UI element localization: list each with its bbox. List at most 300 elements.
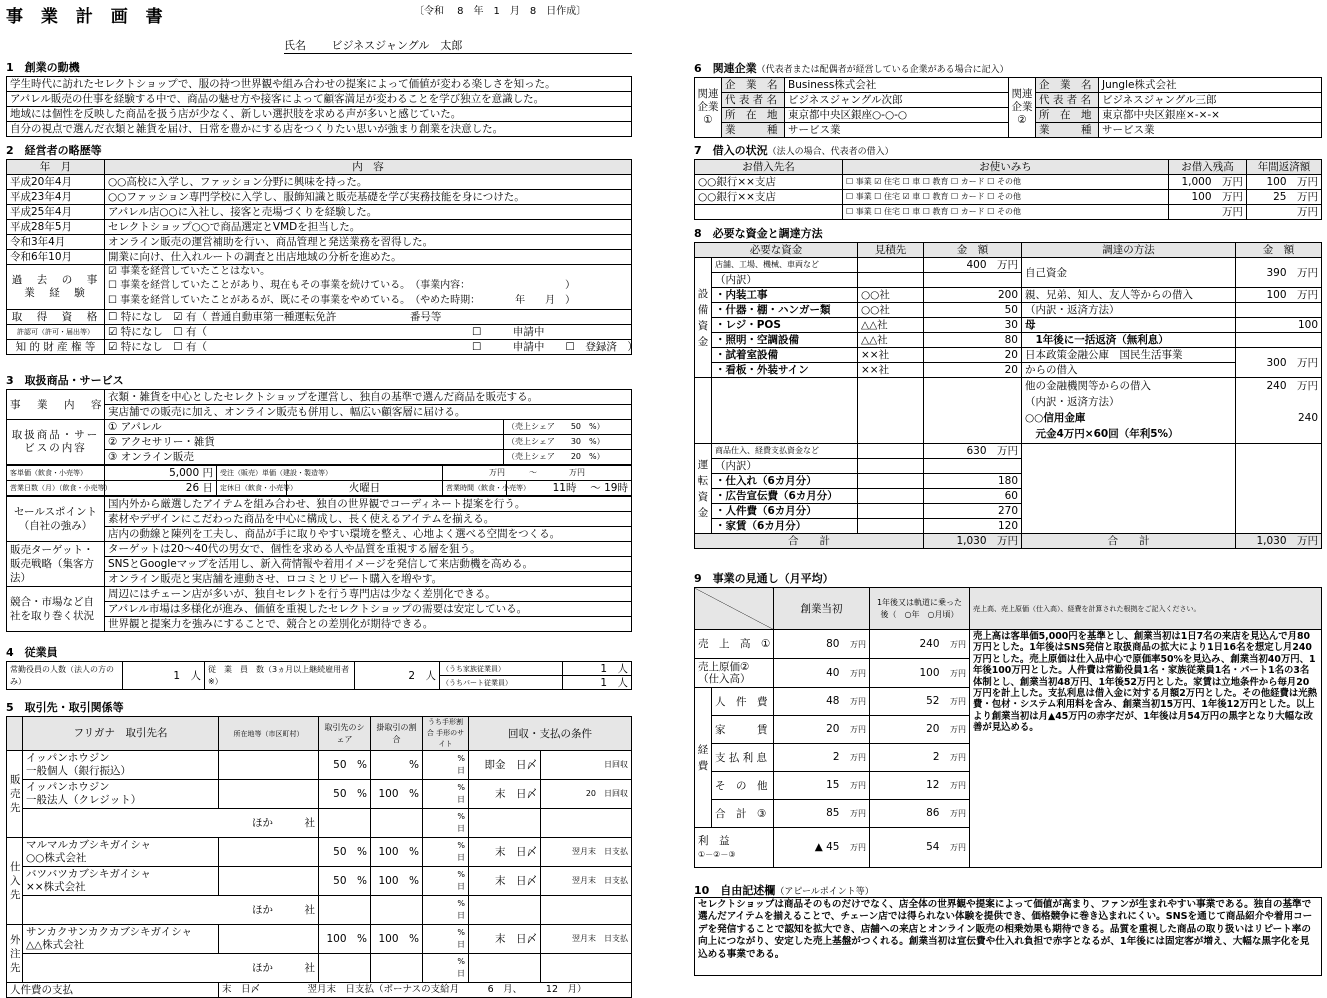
section-10-heading: [694, 884, 1322, 897]
partner-name: △△株式会社: [26, 939, 85, 951]
motive-line: 地域には個性を反映した商品を扱う店が少なく、新しい選択肢を求める声が多いと感じていた。: [7, 107, 632, 122]
equipment-estimate: ××社: [858, 348, 924, 363]
equipment-item: ・照明・空調設備: [712, 333, 858, 348]
holiday-label: 定休日（飲食・小売等）: [217, 481, 287, 496]
order-price-label: 受注（販売）単価（建設・製造等）: [217, 466, 443, 481]
fund-jfc-line: からの借入: [1022, 363, 1236, 378]
section-9-heading: 9 事業の見通し（月平均）: [694, 572, 834, 585]
section-3-heading: 3 取扱商品・サービス: [6, 374, 124, 387]
representative-name: ビジネスジャングル次郎: [785, 93, 1009, 108]
ip-status[interactable]: ☐ 申請中 ☐ 登録済 ）: [472, 341, 638, 353]
section-7-title: 7 借入の状況: [694, 144, 768, 157]
item-share: （売上シェア 50 %）: [503, 420, 631, 435]
item-name: ① アパレル: [105, 420, 504, 435]
applicant-name-line: [284, 37, 632, 54]
officer-label: 常勤役員の人数（法人の方のみ）: [7, 662, 123, 690]
equipment-amount: 20: [924, 363, 1022, 378]
fund-bank-line: 元金4万円×60回（年利5%）: [1025, 428, 1179, 440]
forecast-start-value: 48: [826, 695, 840, 707]
company-address: 東京都中央区銀座○-○-○: [785, 108, 1009, 123]
products-table: [6, 389, 632, 465]
fund-own: 自己資金: [1022, 258, 1236, 288]
partner-name: ○○株式会社: [26, 852, 87, 864]
forecast-table: [694, 587, 1322, 868]
qualification-label: 取 得 資 格: [7, 310, 105, 325]
section-10-title: 10 自由記述欄: [694, 884, 776, 897]
forecast-after-value: 86: [926, 807, 940, 819]
bill-day: 日: [457, 824, 465, 833]
career-date: 平成28年5月: [7, 220, 105, 235]
section-8-heading: 8 必要な資金と調達方法: [694, 227, 823, 240]
company-address: 東京都中央区銀座×-×-×: [1099, 108, 1322, 123]
forecast-after-value: 20: [926, 723, 940, 735]
partner-cutoff: 末 日〆: [469, 838, 541, 867]
operating-item: ・人件費（6カ月分）: [712, 504, 858, 519]
fund-bank-line: 他の金融機関等からの借入: [1025, 380, 1151, 392]
sales-others: ほか 社: [23, 809, 319, 838]
forecast-start-value: 40: [826, 666, 840, 679]
business-label: 事 業 内 容: [7, 390, 105, 420]
forecast-row-label: そ の 他: [712, 772, 774, 800]
partner-kake-header: 掛取引の割合: [371, 717, 423, 751]
career-text: アパレル店○○に入社し、接客と売場づくりを経験した。: [105, 205, 632, 220]
representative-label: 代 表 者 名: [1036, 93, 1099, 108]
item-name: ② アクセサリー・雑貨: [105, 435, 504, 450]
partner-payment: 日回収: [541, 751, 632, 780]
forecast-basis-text: 売上高は客単価5,000円を基準とし、創業当初は1日7名の来店を見込んで月80万円とした。1年後はSNS発信と取扱商品の拡大により1日16名を想定し月240万円とした。売上原価は仕入品中心で原価率50%を見込み、創業当初40万円、1年後100万円とした。人件費は常勤役員1名・家族従業員1名・パート1名の3名体制とし、創業当初48万円、1年後52万円とした。家賃は立地条件から毎月20万円を計上した。支払利息は借入金に対する月額2万円とした。その他経費は光熱費・包材・システム利用料を含み、創業当初15万円、1年後12万円とした。以上より創業当初は月▲45万円の赤字だが、1年後は月54万円の黒字となり大幅な改善が見込める。: [970, 630, 1322, 868]
fund-total-label: 合 計: [1022, 534, 1236, 549]
forecast-unit: 万円: [950, 697, 966, 706]
bill-day: 日: [457, 969, 465, 978]
forecast-after-value: 240: [919, 637, 940, 650]
bill-day: 日: [457, 795, 465, 804]
address-label: 所 在 地: [1036, 108, 1099, 123]
forecast-after-value: 12: [926, 779, 940, 791]
estimate-header: 見積先: [858, 243, 924, 258]
loan-purpose[interactable]: ☐ 事業 ☑ 住宅 ☐ 車 ☐ 教育 ☐ カード ☐ その他: [843, 175, 1169, 190]
partner-kake: 100 %: [371, 867, 423, 896]
career-date: 令和6年10月: [7, 250, 105, 265]
lender-name: ○○銀行××支店: [695, 175, 843, 190]
permit-status[interactable]: ☐ 申請中: [472, 326, 545, 338]
qualification-value[interactable]: ☐ 特になし ☑ 有（ 普通自動車第一種運転免許 番号等: [105, 310, 632, 325]
forecast-unit: 万円: [950, 668, 966, 678]
staff-count: 2 人: [355, 662, 440, 690]
operating-sub: （内訳）: [712, 459, 858, 474]
bill-day: 日: [457, 766, 465, 775]
operating-label: 運転資金: [695, 444, 712, 534]
equipment-estimate: △△社: [858, 318, 924, 333]
section-10-note: （アピールポイント等）: [775, 887, 874, 897]
selling-point-line: 国内外から厳選したアイテムを組み合わせ、独自の世界観でコーディネート提案を行う。: [105, 497, 632, 512]
equipment-estimate: ○○社: [858, 288, 924, 303]
career-text: オンライン販売の運営補助を行い、商品管理と発送業務を習得した。: [105, 235, 632, 250]
fund-family-amount: 100 万円: [1236, 288, 1322, 303]
address-label: 所 在 地: [722, 108, 785, 123]
equipment-item: ・レジ・POS: [712, 318, 858, 333]
forecast-unit: 万円: [950, 781, 966, 790]
equipment-estimate: ○○社: [858, 303, 924, 318]
motive-line: 学生時代に訪れたセレクトショップで、服の持つ世界観や組み合わせの提案によって価値が変わる楽しさを知った。: [7, 77, 632, 92]
name-label: 氏名: [284, 39, 306, 52]
competition-line: 世界観と提案力を強みにすることで、競合との差別化が期待できる。: [105, 617, 632, 632]
section-employees: [6, 645, 632, 690]
forecast-unit: 万円: [950, 843, 966, 852]
operating-amount: 180: [924, 474, 1022, 489]
section-career: [6, 143, 638, 355]
fund-family-line: 母: [1022, 318, 1236, 333]
equipment-amount: 200: [924, 288, 1022, 303]
career-table: [6, 159, 638, 355]
fund-bank-line: （内訳・返済方法）: [1025, 396, 1120, 408]
related-company-no: ②: [1017, 114, 1027, 126]
partner-kana: イッパンホウジン: [26, 781, 110, 793]
bill-day: 日: [457, 882, 465, 891]
partner-share: 50 %: [319, 780, 371, 809]
bill-pct: %: [457, 812, 465, 821]
fund-bank-detail-amount: 240: [1297, 412, 1318, 424]
forecast-after-value: 54: [926, 841, 940, 853]
operations-table: [6, 465, 632, 496]
unit-price: 5,000 円: [105, 466, 217, 481]
ip-value[interactable]: ☑ 特になし ☐ 有（: [108, 341, 208, 353]
competition-line: アパレル市場は多様化が進み、価値を重視したセレクトショップの需要は安定している。: [105, 602, 632, 617]
bill-pct: %: [457, 783, 465, 792]
profit-formula: ①－②－③: [698, 849, 736, 859]
permit-value[interactable]: ☑ 特になし ☐ 有（: [108, 326, 208, 338]
past-business-option[interactable]: ☐ 事業を経営していたことがあり、現在もその事業を続けている。 （事業内容： ）: [108, 280, 576, 291]
part-label: （うちパート従業員）: [442, 679, 512, 687]
competition-label: 競合・市場など自社を取り巻く状況: [7, 587, 105, 632]
career-date: 令和3年4月: [7, 235, 105, 250]
repay-header: 年間返済額: [1247, 160, 1322, 175]
selling-point-line: 素材やデザインにこだわった商品を中心に構成し、長く使えるアイテムを揃える。: [105, 512, 632, 527]
operating-item: ・仕入れ（6カ月分）: [712, 474, 858, 489]
company-industry: サービス業: [1099, 123, 1322, 138]
forecast-corner: [695, 588, 774, 630]
forecast-unit: 万円: [850, 668, 866, 678]
industry-label: 業 種: [722, 123, 785, 138]
order-price: 万円 ～ 万円: [443, 466, 632, 481]
partner-payment: 翌月末 日支払: [541, 838, 632, 867]
company-name-label: 企 業 名: [1036, 78, 1099, 93]
partner-kana: イッパンホウジン: [26, 752, 110, 764]
section-6-heading: [694, 61, 1322, 77]
partner-kake: 100 %: [371, 838, 423, 867]
partner-share: 100 %: [319, 925, 371, 954]
industry-label: 業 種: [1036, 123, 1099, 138]
lender-name: [695, 205, 843, 220]
business-days-label: 営業日数（月）（飲食・小売等）: [7, 481, 105, 496]
expense-group-label: 経費: [695, 688, 712, 828]
fund-bank-line: ○○信用金庫: [1025, 412, 1086, 424]
business-days: 26 日: [105, 481, 217, 496]
ip-label: 知 的 財 産 権 等: [7, 340, 105, 355]
business-hours: 11時 ～ 19時: [507, 481, 632, 496]
company-name: Jungle株式会社: [1099, 78, 1322, 93]
forecast-unit: 万円: [850, 843, 866, 852]
document-title: 事 業 計 画 書: [6, 7, 169, 27]
item-share: （売上シェア 20 %）: [503, 450, 631, 465]
need-amount-header: 金 額: [924, 243, 1022, 258]
career-date: 平成23年4月: [7, 190, 105, 205]
partner-share: 50 %: [319, 867, 371, 896]
loan-balance: 100 万円: [1169, 190, 1247, 205]
fund-total: 1,030 万円: [1236, 534, 1322, 549]
forecast-start-value: 20: [826, 723, 840, 735]
forecast-start-value: 85: [826, 807, 840, 819]
need-header: 必要な資金: [695, 243, 858, 258]
partner-kake: %: [371, 751, 423, 780]
partner-name: 一般個人（銀行振込）: [26, 765, 131, 777]
hours-label: 営業時間（飲食・小売等）: [443, 481, 507, 496]
partner-payment: 翌月末 日支払: [541, 925, 632, 954]
operating-amount: 270: [924, 504, 1022, 519]
target-line: ターゲットは20～40代の男女で、個性を求める人や品質を重視する層を狙う。: [105, 542, 632, 557]
section-6-title: 6 関連企業: [694, 62, 757, 75]
lender-header: お借入先名: [695, 160, 843, 175]
section-free-text: [694, 884, 1322, 976]
partner-kana: マルマルカブシキガイシャ: [26, 839, 152, 851]
use-header: お使いみち: [843, 160, 1169, 175]
bill-day: 日: [457, 940, 465, 949]
company-name: Business株式会社: [785, 78, 1009, 93]
related-companies-table: [694, 77, 1322, 138]
need-total-label: 合 計: [695, 534, 924, 549]
section-5-heading: 5 取引先・取引関係等: [6, 701, 124, 714]
staff-label: 従 業 員 数（3ヵ月以上継続雇用者※）: [205, 662, 355, 690]
forecast-row-label: 売 上 高 ①: [695, 630, 774, 659]
partner-location-header: 所在地等（市区町村）: [219, 717, 319, 751]
fund-jfc-line: 日本政策金融公庫 国民生活事業: [1022, 348, 1236, 363]
partner-condition-header: 回収・支払の条件: [469, 717, 632, 751]
holiday: 火曜日: [287, 481, 443, 496]
forecast-unit: 万円: [950, 725, 966, 734]
equipment-amount: 20: [924, 348, 1022, 363]
forecast-unit: 万円: [950, 809, 966, 818]
partner-share: 50 %: [319, 838, 371, 867]
past-business-option[interactable]: ☐ 事業を経営していたことがあるが、既にその事業をやめている。 （やめた時期： 年 月 ）: [108, 295, 576, 306]
forecast-row-label: 利 益: [698, 834, 730, 847]
forecast-start-value: 2: [832, 751, 840, 763]
forecast-row-label: 家 賃: [712, 716, 774, 744]
applicant-name: ビジネスジャングル 太郎: [331, 39, 463, 52]
operating-item: ・広告宣伝費（6カ月分）: [712, 489, 858, 504]
equipment-label: 設備資金: [695, 258, 712, 378]
partner-kake: 100 %: [371, 780, 423, 809]
selling-point-line: 店内の動線と陳列を工夫し、商品が手に取りやすい環境を整え、心地よく選べる空間をつくる。: [105, 527, 632, 542]
partner-name-header: フリガナ 取引先名: [23, 717, 219, 751]
selling-point-label: セールスポイント（自社の強み）: [7, 497, 105, 542]
forecast-basis-header: 売上高、売上原価（仕入高）、経費を計算された根拠をご記入ください。: [970, 588, 1322, 630]
loan-balance: 1,000 万円: [1169, 175, 1247, 190]
forecast-after-value: 100: [919, 666, 940, 679]
related-company-no: ①: [703, 114, 713, 126]
partner-kana: バツバツカブシキガイシャ: [26, 868, 151, 880]
partner-kana: サンカクサンカクカブシキガイシャ: [26, 926, 193, 938]
equipment-item: ・試着室設備: [712, 348, 858, 363]
section-1-heading: 1 創業の動機: [6, 61, 80, 74]
partner-cutoff: 末 日〆: [469, 925, 541, 954]
target-line: オンライン販売と実店舗を連動させ、ロコミとリピート購入を増やす。: [105, 572, 632, 587]
items-label: 取扱商品・サービスの内容: [7, 420, 105, 465]
partner-cutoff: 即金 日〆: [469, 751, 541, 780]
need-total: 1,030 万円: [924, 534, 1022, 549]
forecast-start-header: 創業当初: [774, 588, 870, 630]
sales-group-label: 販売先: [7, 751, 23, 838]
equipment-estimate: △△社: [858, 333, 924, 348]
equipment-amount: 30: [924, 318, 1022, 333]
forecast-start-value: 15: [826, 779, 840, 791]
career-text: セレクトショップ○○で商品選定とVMDを担当した。: [105, 220, 632, 235]
forecast-unit: 万円: [950, 639, 966, 649]
equipment-estimate: ××社: [858, 363, 924, 378]
equipment-amount: 80: [924, 333, 1022, 348]
related-group-label: 関連企業: [697, 88, 719, 113]
section-partners: [6, 700, 632, 998]
target-label: 販売ターゲット・販売戦略（集客方法）: [7, 542, 105, 587]
employees-table: [6, 661, 632, 690]
career-date-header: 年 月: [7, 160, 105, 175]
equipment-item: ・看板・外装サイン: [712, 363, 858, 378]
forecast-unit: 万円: [850, 697, 866, 706]
section-loans: [694, 143, 1322, 220]
partner-payment: 20 日回収: [541, 780, 632, 809]
forecast-row-label: 合 計 ③: [712, 800, 774, 828]
motive-line: アパレル販売の仕事を経験する中で、商品の魅せ方や接客によって顧客満足が変わることを学び独立を意識した。: [7, 92, 632, 107]
business-line: 実店舗での販売に加え、オンライン販売も併用し、幅広い顧客層に届ける。: [105, 405, 632, 420]
payroll-label: 人件費の支払: [7, 983, 219, 998]
bill-pct: %: [457, 754, 465, 763]
competition-line: 周辺にはチェーン店が多いが、独自セレクトを行う専門店は少なく差別化できる。: [105, 587, 632, 602]
partner-cutoff: 末 日〆: [469, 867, 541, 896]
forecast-row-label: 売上原価②（仕入高）: [695, 659, 774, 688]
section-forecast: [694, 571, 1322, 868]
fund-family-line: （内訳・返済方法）: [1022, 303, 1236, 318]
operating-head: 商品仕入、経費支払資金など: [712, 444, 858, 459]
item-name: ③ オンライン販売: [105, 450, 504, 465]
motive-table: [6, 76, 632, 137]
company-name-label: 企 業 名: [722, 78, 785, 93]
bill-pct: %: [457, 928, 465, 937]
partner-share-header: 取引先のシェア: [319, 717, 371, 751]
section-products: [6, 373, 632, 632]
operating-amount: 120: [924, 519, 1022, 534]
loan-repay: 25 万円: [1247, 190, 1322, 205]
outsource-group-label: 外注先: [7, 925, 23, 983]
free-text-body: セレクトショップは商品そのものだけでなく、店全体の世界観や提案によって価値が高まり、ファンが生まれやすい事業である。独自の基準で選んだアイテムを揃えることで、チェーン店では得られない体験を提供でき、価格競争に巻き込まれにくい。SNSを通じて商品紹介や着用コーデを発信することで認知を拡大でき、店舗への来店とオンライン販売の相乗効果も期待できる。品質を重視した商品の取り扱いはリピート率の向上につながり、安定した売上基盤がつくれる。創業当初は宣伝費や仕入れ負担で赤字となるが、1年後には固定客が増え、大幅な黒字化を見込める事業である。: [694, 897, 1322, 976]
fund-family-line: 親、兄弟、知人、友人等からの借入: [1022, 288, 1236, 303]
partner-name: ××株式会社: [26, 881, 86, 893]
bill-day: 日: [457, 911, 465, 920]
supplier-others: ほか 社: [23, 896, 319, 925]
partner-bill-header: うち手形割合 手形のサイト: [423, 717, 469, 751]
company-industry: サービス業: [785, 123, 1009, 138]
payroll-terms: 末 日〆 翌月末 日支払（ボーナスの支給月 6 月、 12 月）: [219, 983, 632, 998]
forecast-start-value: 80: [826, 637, 840, 650]
creation-date: 〔令和 8 年 1 月 8 日作成〕: [414, 6, 587, 17]
permit-label: 許認可（許可・届出等）: [7, 325, 105, 340]
forecast-row-label: 支 払 利 息: [712, 744, 774, 772]
loan-purpose[interactable]: ☐ 事業 ☐ 住宅 ☑ 車 ☐ 教育 ☐ カード ☐ その他: [843, 190, 1169, 205]
career-text: ○○高校に入学し、ファッション分野に興味を持った。: [105, 175, 632, 190]
forecast-unit: 万円: [850, 639, 866, 649]
equipment-item: ・什器・棚・ハンガー類: [712, 303, 858, 318]
partner-share: 50 %: [319, 751, 371, 780]
partner-payment: 翌月末 日支払: [541, 867, 632, 896]
strategy-table: [6, 496, 632, 632]
section-4-heading: 4 従業員: [6, 646, 58, 659]
business-line: 衣類・雑貨を中心としたセレクトショップを運営し、独自の基準で選んだ商品を販売する。: [105, 390, 632, 405]
related-group-label: 関連企業: [1011, 88, 1033, 113]
target-line: SNSとGoogleマップを活用し、新入荷情報や着用イメージを発信して来店動機を高める。: [105, 557, 632, 572]
forecast-after-header: 1年後又は軌道に乗った後（ ○年 ○月頃）: [870, 588, 970, 630]
section-motive: [6, 60, 632, 137]
equipment-amount: 50: [924, 303, 1022, 318]
bill-pct: %: [457, 870, 465, 879]
section-related-companies: [694, 61, 1322, 138]
past-business-label: 過 去 の 事 業 経 験: [7, 265, 105, 310]
forecast-after-value: 2: [932, 751, 940, 763]
career-date: 平成20年4月: [7, 175, 105, 190]
method-header: 調達の方法: [1022, 243, 1236, 258]
equipment-sub: （内訳）: [712, 273, 858, 288]
operating-total: 630 万円: [924, 444, 1022, 459]
forecast-unit: 万円: [850, 753, 866, 762]
family-label: （うち家族従業員）: [440, 662, 562, 676]
forecast-after-value: 52: [926, 695, 940, 707]
fund-family-line: 1年後に一括返済（無利息）: [1022, 333, 1236, 348]
bill-day: 日: [457, 853, 465, 862]
partners-table: [6, 716, 632, 998]
career-content-header: 内 容: [105, 160, 632, 175]
loan-repay: 100 万円: [1247, 175, 1322, 190]
outsource-others: ほか 社: [23, 954, 319, 983]
forecast-unit: 万円: [850, 725, 866, 734]
forecast-row-label: 人 件 費: [712, 688, 774, 716]
operating-item: ・家賃（6カ月分）: [712, 519, 858, 534]
part-count: 1 人: [600, 677, 628, 689]
partner-name: 一般法人（クレジット）: [26, 794, 142, 806]
representative-name: ビジネスジャングル三郎: [1099, 93, 1322, 108]
section-2-heading: 2 経営者の略歴等: [6, 144, 102, 157]
balance-header: お借入残高: [1169, 160, 1247, 175]
lender-name: ○○銀行××支店: [695, 190, 843, 205]
forecast-unit: 万円: [850, 809, 866, 818]
section-7-heading: [694, 143, 1322, 159]
family-count: 1 人: [563, 662, 631, 676]
loan-repay: 万円: [1247, 205, 1322, 220]
representative-label: 代 表 者 名: [722, 93, 785, 108]
forecast-unit: 万円: [850, 781, 866, 790]
unit-price-label: 客単価（飲食・小売等）: [7, 466, 105, 481]
item-share: （売上シェア 30 %）: [503, 435, 631, 450]
partner-cutoff: 末 日〆: [469, 780, 541, 809]
bill-pct: %: [457, 899, 465, 908]
supplier-group-label: 仕入先: [7, 838, 23, 925]
career-date: 平成25年4月: [7, 205, 105, 220]
past-business-option[interactable]: ☑ 事業を経営していたことはない。: [108, 266, 271, 277]
forecast-start-value: ▲ 45: [814, 841, 840, 853]
career-text: 開業に向け、仕入れルートの調査と出店地域の分析を進めた。: [105, 250, 632, 265]
funding-table: [694, 242, 1322, 549]
fund-own-amount: 390 万円: [1236, 258, 1322, 288]
forecast-unit: 万円: [950, 753, 966, 762]
equipment-item: ・内装工事: [712, 288, 858, 303]
loan-purpose[interactable]: ☐ 事業 ☐ 住宅 ☐ 車 ☐ 教育 ☐ カード ☐ その他: [843, 205, 1169, 220]
operating-amount: 60: [924, 489, 1022, 504]
fund-bank-amount: 240 万円: [1266, 380, 1318, 392]
